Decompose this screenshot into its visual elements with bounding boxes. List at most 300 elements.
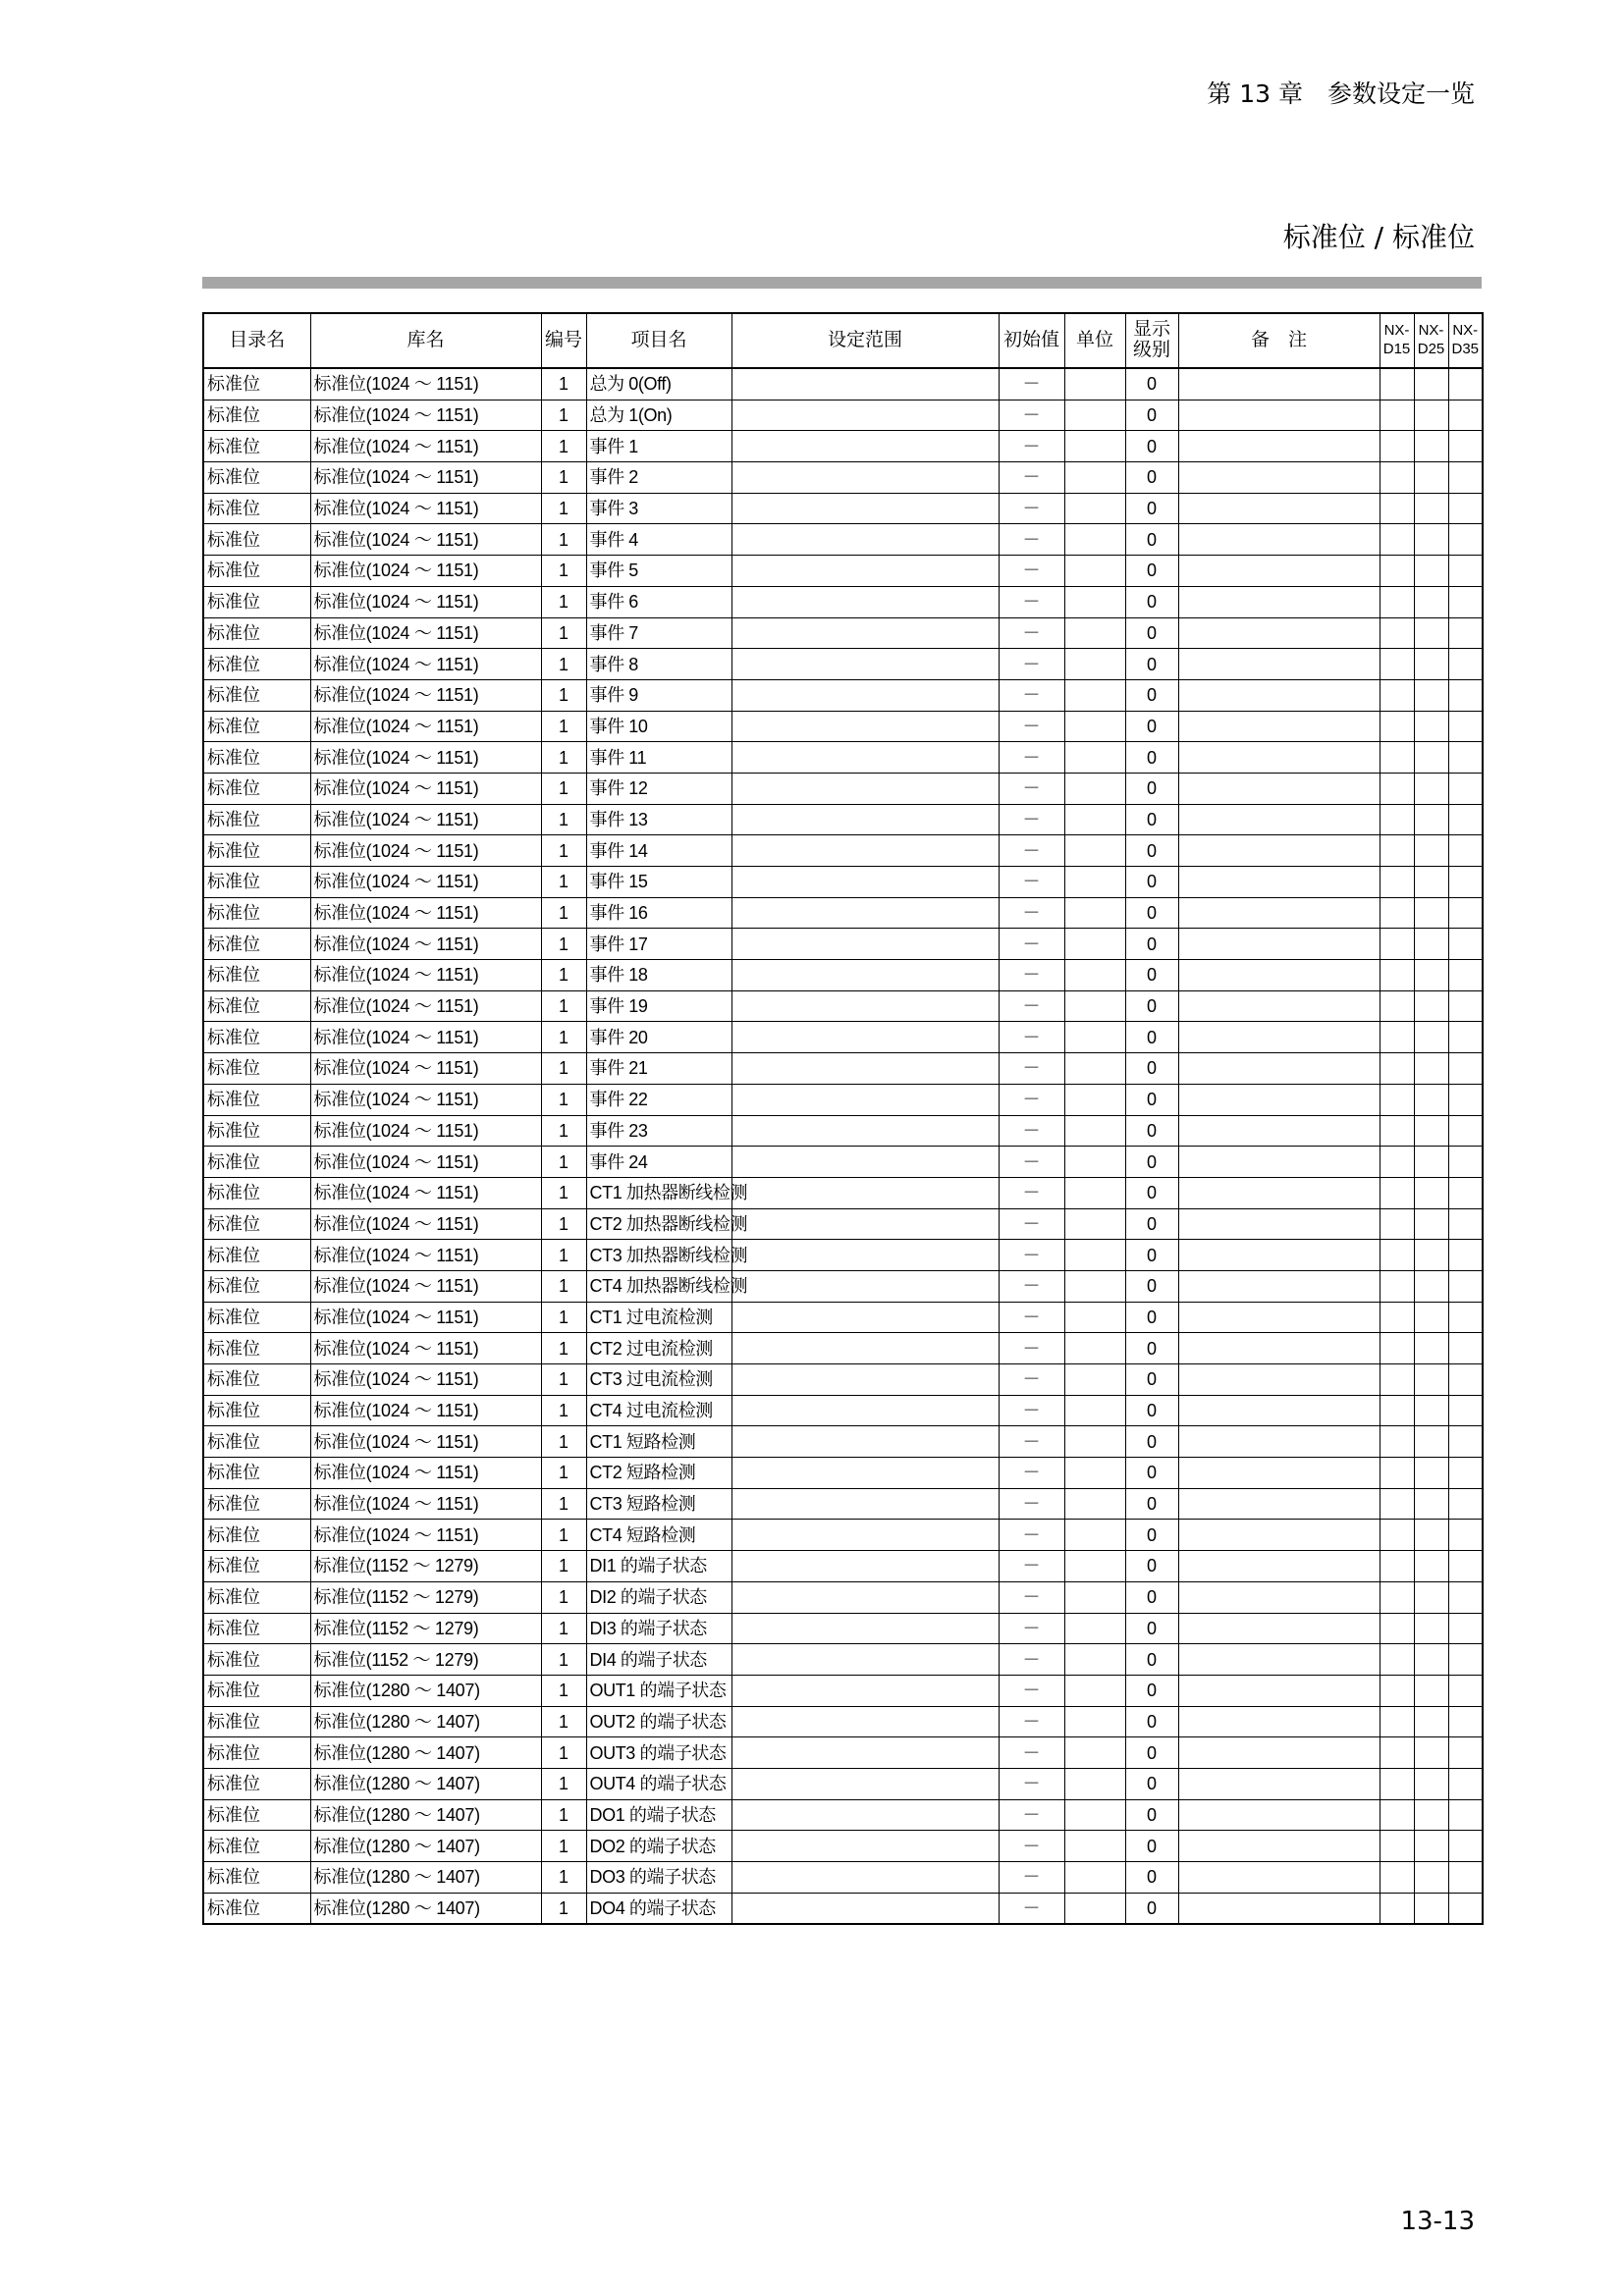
cell-nx-d35 — [1448, 1768, 1483, 1799]
cell-unit — [1064, 679, 1125, 711]
cell-range — [731, 711, 999, 742]
cell-nx-d25 — [1414, 586, 1448, 617]
cell-nx-d35 — [1448, 1364, 1483, 1396]
cell-nx-d25 — [1414, 1115, 1448, 1147]
cell-catalog: 标准位 — [203, 1737, 310, 1769]
table-row — [203, 1488, 1483, 1520]
cell-initial: － — [999, 617, 1064, 649]
cell-nx-d35 — [1448, 804, 1483, 835]
cell-nx-d25 — [1414, 1270, 1448, 1302]
cell-library: 标准位(1280 ～ 1407) — [310, 1862, 541, 1894]
cell-range — [731, 493, 999, 524]
cell-number: 1 — [541, 1333, 586, 1364]
cell-nx-d35 — [1448, 1053, 1483, 1085]
table-row — [203, 1240, 1483, 1271]
cell-unit — [1064, 400, 1125, 431]
cell-library: 标准位(1024 ～ 1151) — [310, 1364, 541, 1396]
table-row — [203, 1737, 1483, 1769]
cell-number: 1 — [541, 1644, 586, 1676]
cell-initial: － — [999, 1270, 1064, 1302]
cell-range — [731, 1333, 999, 1364]
cell-catalog: 标准位 — [203, 1893, 310, 1924]
col-display-level-line2: 级别 — [1132, 340, 1170, 360]
cell-initial: － — [999, 1581, 1064, 1613]
cell-library: 标准位(1024 ～ 1151) — [310, 586, 541, 617]
cell-initial: － — [999, 1240, 1064, 1271]
cell-nx-d35 — [1448, 1893, 1483, 1924]
table-row — [203, 649, 1483, 680]
cell-number: 1 — [541, 1302, 586, 1333]
col-display-level-line1: 显示 — [1132, 319, 1170, 341]
cell-nx-d15 — [1380, 1862, 1414, 1894]
cell-catalog: 标准位 — [203, 1022, 310, 1053]
cell-unit — [1064, 1551, 1125, 1582]
cell-range — [731, 1862, 999, 1894]
cell-catalog: 标准位 — [203, 493, 310, 524]
cell-unit — [1064, 1675, 1125, 1706]
cell-item: CT4 过电流检测 — [586, 1395, 731, 1426]
cell-nx-d25 — [1414, 742, 1448, 774]
cell-unit — [1064, 1799, 1125, 1831]
cell-number: 1 — [541, 711, 586, 742]
cell-item: OUT2 的端子状态 — [586, 1706, 731, 1737]
cell-catalog: 标准位 — [203, 1799, 310, 1831]
cell-nx-d15 — [1380, 773, 1414, 804]
cell-nx-d15 — [1380, 1333, 1414, 1364]
cell-remarks — [1178, 1862, 1380, 1894]
cell-nx-d15 — [1380, 1053, 1414, 1085]
cell-range — [731, 1270, 999, 1302]
cell-nx-d35 — [1448, 1270, 1483, 1302]
cell-initial: － — [999, 1831, 1064, 1862]
col-range: 设定范围 — [731, 313, 999, 368]
cell-initial: － — [999, 649, 1064, 680]
cell-nx-d25 — [1414, 1862, 1448, 1894]
cell-nx-d25 — [1414, 400, 1448, 431]
cell-unit — [1064, 1706, 1125, 1737]
cell-library: 标准位(1024 ～ 1151) — [310, 1302, 541, 1333]
table-row — [203, 556, 1483, 587]
cell-catalog: 标准位 — [203, 1333, 310, 1364]
cell-remarks — [1178, 1799, 1380, 1831]
table-row — [203, 1831, 1483, 1862]
cell-number: 1 — [541, 1240, 586, 1271]
col-remarks: 备 注 — [1178, 313, 1380, 368]
cell-range — [731, 462, 999, 494]
cell-item: CT4 短路检测 — [586, 1520, 731, 1551]
cell-item: CT1 短路检测 — [586, 1426, 731, 1458]
cell-remarks — [1178, 1208, 1380, 1240]
cell-nx-d25 — [1414, 1426, 1448, 1458]
cell-nx-d15 — [1380, 400, 1414, 431]
cell-library: 标准位(1024 ～ 1151) — [310, 1333, 541, 1364]
cell-nx-d25 — [1414, 1458, 1448, 1489]
cell-nx-d35 — [1448, 1551, 1483, 1582]
cell-initial: － — [999, 1053, 1064, 1085]
cell-catalog: 标准位 — [203, 1613, 310, 1644]
cell-number: 1 — [541, 431, 586, 462]
cell-number: 1 — [541, 1737, 586, 1769]
cell-range — [731, 1022, 999, 1053]
table-row — [203, 1208, 1483, 1240]
cell-catalog: 标准位 — [203, 1831, 310, 1862]
cell-remarks — [1178, 400, 1380, 431]
cell-remarks — [1178, 742, 1380, 774]
cell-unit — [1064, 1520, 1125, 1551]
cell-initial: － — [999, 1364, 1064, 1396]
cell-library: 标准位(1024 ～ 1151) — [310, 400, 541, 431]
cell-catalog: 标准位 — [203, 1270, 310, 1302]
cell-nx-d35 — [1448, 1488, 1483, 1520]
cell-item: 总为 0(Off) — [586, 368, 731, 400]
col-initial: 初始值 — [999, 313, 1064, 368]
cell-number: 1 — [541, 929, 586, 960]
cell-catalog: 标准位 — [203, 990, 310, 1022]
cell-remarks — [1178, 1240, 1380, 1271]
cell-library: 标准位(1280 ～ 1407) — [310, 1706, 541, 1737]
cell-initial: － — [999, 1551, 1064, 1582]
col-nx-d35 — [1448, 313, 1483, 368]
cell-item: 事件 19 — [586, 990, 731, 1022]
table-row — [203, 368, 1483, 400]
cell-nx-d15 — [1380, 1488, 1414, 1520]
cell-nx-d35 — [1448, 1862, 1483, 1894]
cell-display-level: 0 — [1125, 1520, 1178, 1551]
cell-item: 事件 24 — [586, 1147, 731, 1178]
cell-number: 1 — [541, 1395, 586, 1426]
table-row — [203, 431, 1483, 462]
cell-unit — [1064, 1426, 1125, 1458]
cell-number: 1 — [541, 1831, 586, 1862]
table-row — [203, 524, 1483, 556]
cell-catalog: 标准位 — [203, 1675, 310, 1706]
cell-display-level: 0 — [1125, 835, 1178, 867]
cell-catalog: 标准位 — [203, 1240, 310, 1271]
cell-display-level: 0 — [1125, 524, 1178, 556]
cell-nx-d15 — [1380, 649, 1414, 680]
cell-catalog: 标准位 — [203, 679, 310, 711]
cell-catalog: 标准位 — [203, 1488, 310, 1520]
cell-range — [731, 804, 999, 835]
cell-item: DI1 的端子状态 — [586, 1551, 731, 1582]
cell-range — [731, 1302, 999, 1333]
cell-initial: － — [999, 431, 1064, 462]
table-row — [203, 1893, 1483, 1924]
cell-range — [731, 1831, 999, 1862]
cell-item: 事件 23 — [586, 1115, 731, 1147]
cell-unit — [1064, 990, 1125, 1022]
cell-remarks — [1178, 960, 1380, 991]
cell-range — [731, 742, 999, 774]
table-row — [203, 1364, 1483, 1396]
cell-item: 事件 10 — [586, 711, 731, 742]
cell-item: OUT3 的端子状态 — [586, 1737, 731, 1769]
cell-nx-d25 — [1414, 679, 1448, 711]
cell-unit — [1064, 493, 1125, 524]
cell-range — [731, 867, 999, 898]
cell-catalog: 标准位 — [203, 1768, 310, 1799]
cell-number: 1 — [541, 1147, 586, 1178]
cell-nx-d15 — [1380, 368, 1414, 400]
cell-remarks — [1178, 679, 1380, 711]
cell-library: 标准位(1024 ～ 1151) — [310, 1147, 541, 1178]
cell-nx-d25 — [1414, 1177, 1448, 1208]
cell-initial: － — [999, 1706, 1064, 1737]
cell-catalog: 标准位 — [203, 1458, 310, 1489]
cell-item: CT2 加热器断线检测 — [586, 1208, 731, 1240]
cell-initial: － — [999, 586, 1064, 617]
cell-nx-d25 — [1414, 1737, 1448, 1769]
cell-initial: － — [999, 1302, 1064, 1333]
cell-catalog: 标准位 — [203, 431, 310, 462]
cell-range — [731, 524, 999, 556]
cell-nx-d25 — [1414, 1799, 1448, 1831]
col-nx-d15-line2: D15 — [1382, 341, 1411, 357]
cell-initial: － — [999, 400, 1064, 431]
cell-remarks — [1178, 1458, 1380, 1489]
cell-catalog: 标准位 — [203, 1581, 310, 1613]
cell-library: 标准位(1024 ～ 1151) — [310, 804, 541, 835]
cell-display-level: 0 — [1125, 1706, 1178, 1737]
cell-remarks — [1178, 1177, 1380, 1208]
cell-catalog: 标准位 — [203, 1115, 310, 1147]
cell-initial: － — [999, 1862, 1064, 1894]
cell-item: OUT4 的端子状态 — [586, 1768, 731, 1799]
cell-nx-d25 — [1414, 368, 1448, 400]
cell-initial: － — [999, 804, 1064, 835]
cell-library: 标准位(1024 ～ 1151) — [310, 1520, 541, 1551]
cell-number: 1 — [541, 867, 586, 898]
col-nx-d35-line2: D35 — [1451, 341, 1480, 357]
cell-library: 标准位(1152 ～ 1279) — [310, 1644, 541, 1676]
cell-nx-d15 — [1380, 1426, 1414, 1458]
cell-nx-d25 — [1414, 1706, 1448, 1737]
cell-unit — [1064, 586, 1125, 617]
cell-initial: － — [999, 1737, 1064, 1769]
cell-nx-d25 — [1414, 929, 1448, 960]
col-number: 编号 — [541, 313, 586, 368]
cell-number: 1 — [541, 897, 586, 929]
table-row — [203, 1644, 1483, 1676]
cell-display-level: 0 — [1125, 1395, 1178, 1426]
cell-number: 1 — [541, 649, 586, 680]
cell-display-level: 0 — [1125, 679, 1178, 711]
cell-item: 总为 1(On) — [586, 400, 731, 431]
cell-library: 标准位(1024 ～ 1151) — [310, 649, 541, 680]
cell-range — [731, 368, 999, 400]
table-row — [203, 1270, 1483, 1302]
cell-nx-d15 — [1380, 1115, 1414, 1147]
cell-display-level: 0 — [1125, 1147, 1178, 1178]
cell-unit — [1064, 1862, 1125, 1894]
cell-catalog: 标准位 — [203, 462, 310, 494]
table-row — [203, 1333, 1483, 1364]
cell-unit — [1064, 1581, 1125, 1613]
cell-library: 标准位(1024 ～ 1151) — [310, 929, 541, 960]
cell-nx-d25 — [1414, 1333, 1448, 1364]
cell-item: DI3 的端子状态 — [586, 1613, 731, 1644]
cell-item: 事件 3 — [586, 493, 731, 524]
cell-remarks — [1178, 835, 1380, 867]
cell-nx-d15 — [1380, 835, 1414, 867]
cell-nx-d15 — [1380, 1208, 1414, 1240]
table-row — [203, 1862, 1483, 1894]
cell-nx-d15 — [1380, 493, 1414, 524]
cell-range — [731, 1147, 999, 1178]
cell-range — [731, 990, 999, 1022]
cell-number: 1 — [541, 679, 586, 711]
cell-item: 事件 21 — [586, 1053, 731, 1085]
cell-remarks — [1178, 1768, 1380, 1799]
cell-library: 标准位(1280 ～ 1407) — [310, 1893, 541, 1924]
cell-nx-d15 — [1380, 1364, 1414, 1396]
cell-range — [731, 1706, 999, 1737]
cell-nx-d15 — [1380, 1147, 1414, 1178]
cell-nx-d15 — [1380, 929, 1414, 960]
table-row — [203, 867, 1483, 898]
cell-number: 1 — [541, 1053, 586, 1085]
cell-number: 1 — [541, 1488, 586, 1520]
cell-catalog: 标准位 — [203, 929, 310, 960]
cell-item: CT4 加热器断线检测 — [586, 1270, 731, 1302]
cell-number: 1 — [541, 990, 586, 1022]
cell-remarks — [1178, 1613, 1380, 1644]
table-row — [203, 1053, 1483, 1085]
cell-initial: － — [999, 929, 1064, 960]
cell-number: 1 — [541, 1115, 586, 1147]
col-library: 库名 — [310, 313, 541, 368]
cell-nx-d25 — [1414, 556, 1448, 587]
cell-catalog: 标准位 — [203, 1177, 310, 1208]
cell-display-level: 0 — [1125, 431, 1178, 462]
cell-item: 事件 16 — [586, 897, 731, 929]
cell-display-level: 0 — [1125, 1022, 1178, 1053]
table-row — [203, 897, 1483, 929]
cell-unit — [1064, 867, 1125, 898]
cell-unit — [1064, 1302, 1125, 1333]
cell-remarks — [1178, 1831, 1380, 1862]
cell-display-level: 0 — [1125, 493, 1178, 524]
cell-remarks — [1178, 1084, 1380, 1115]
cell-nx-d15 — [1380, 1240, 1414, 1271]
cell-remarks — [1178, 1053, 1380, 1085]
cell-range — [731, 400, 999, 431]
cell-unit — [1064, 617, 1125, 649]
cell-range — [731, 1799, 999, 1831]
cell-display-level: 0 — [1125, 1270, 1178, 1302]
cell-library: 标准位(1024 ～ 1151) — [310, 990, 541, 1022]
cell-nx-d15 — [1380, 1084, 1414, 1115]
cell-nx-d15 — [1380, 1177, 1414, 1208]
cell-unit — [1064, 556, 1125, 587]
cell-library: 标准位(1024 ～ 1151) — [310, 1488, 541, 1520]
col-catalog: 目录名 — [203, 313, 310, 368]
cell-library: 标准位(1280 ～ 1407) — [310, 1737, 541, 1769]
cell-display-level: 0 — [1125, 1302, 1178, 1333]
cell-nx-d25 — [1414, 1395, 1448, 1426]
cell-nx-d35 — [1448, 1581, 1483, 1613]
cell-nx-d15 — [1380, 1799, 1414, 1831]
cell-display-level: 0 — [1125, 1208, 1178, 1240]
cell-remarks — [1178, 431, 1380, 462]
cell-nx-d15 — [1380, 1613, 1414, 1644]
cell-nx-d15 — [1380, 867, 1414, 898]
cell-item: CT3 加热器断线检测 — [586, 1240, 731, 1271]
cell-display-level: 0 — [1125, 1240, 1178, 1271]
table-row — [203, 990, 1483, 1022]
cell-display-level: 0 — [1125, 1768, 1178, 1799]
cell-number: 1 — [541, 524, 586, 556]
cell-range — [731, 1395, 999, 1426]
cell-remarks — [1178, 929, 1380, 960]
cell-display-level: 0 — [1125, 990, 1178, 1022]
cell-catalog: 标准位 — [203, 742, 310, 774]
cell-initial: － — [999, 867, 1064, 898]
table-row — [203, 773, 1483, 804]
cell-unit — [1064, 1084, 1125, 1115]
cell-library: 标准位(1024 ～ 1151) — [310, 1240, 541, 1271]
cell-library: 标准位(1280 ～ 1407) — [310, 1831, 541, 1862]
cell-unit — [1064, 1458, 1125, 1489]
cell-number: 1 — [541, 1270, 586, 1302]
cell-unit — [1064, 835, 1125, 867]
chapter-title: 第 13 章 参数设定一览 — [1207, 80, 1475, 108]
cell-unit — [1064, 804, 1125, 835]
cell-initial: － — [999, 1022, 1064, 1053]
cell-display-level: 0 — [1125, 1115, 1178, 1147]
cell-nx-d15 — [1380, 1520, 1414, 1551]
cell-display-level: 0 — [1125, 1675, 1178, 1706]
table-header-row — [203, 313, 1483, 368]
cell-number: 1 — [541, 1551, 586, 1582]
table-row — [203, 1520, 1483, 1551]
cell-number: 1 — [541, 1426, 586, 1458]
table-row — [203, 929, 1483, 960]
cell-unit — [1064, 649, 1125, 680]
cell-nx-d35 — [1448, 679, 1483, 711]
cell-catalog: 标准位 — [203, 649, 310, 680]
cell-library: 标准位(1024 ～ 1151) — [310, 679, 541, 711]
cell-nx-d15 — [1380, 1644, 1414, 1676]
cell-nx-d15 — [1380, 1302, 1414, 1333]
cell-nx-d35 — [1448, 960, 1483, 991]
cell-initial: － — [999, 462, 1064, 494]
cell-nx-d35 — [1448, 835, 1483, 867]
cell-item: 事件 4 — [586, 524, 731, 556]
cell-display-level: 0 — [1125, 1177, 1178, 1208]
cell-nx-d25 — [1414, 462, 1448, 494]
cell-nx-d25 — [1414, 524, 1448, 556]
cell-unit — [1064, 742, 1125, 774]
cell-unit — [1064, 1053, 1125, 1085]
cell-nx-d25 — [1414, 1147, 1448, 1178]
cell-nx-d15 — [1380, 1395, 1414, 1426]
cell-remarks — [1178, 462, 1380, 494]
cell-remarks — [1178, 586, 1380, 617]
cell-remarks — [1178, 804, 1380, 835]
cell-catalog: 标准位 — [203, 586, 310, 617]
cell-number: 1 — [541, 1022, 586, 1053]
cell-range — [731, 1208, 999, 1240]
cell-nx-d25 — [1414, 1551, 1448, 1582]
cell-nx-d15 — [1380, 617, 1414, 649]
cell-nx-d15 — [1380, 1675, 1414, 1706]
cell-nx-d25 — [1414, 1302, 1448, 1333]
table-row — [203, 1147, 1483, 1178]
cell-display-level: 0 — [1125, 556, 1178, 587]
cell-range — [731, 835, 999, 867]
cell-catalog: 标准位 — [203, 1302, 310, 1333]
